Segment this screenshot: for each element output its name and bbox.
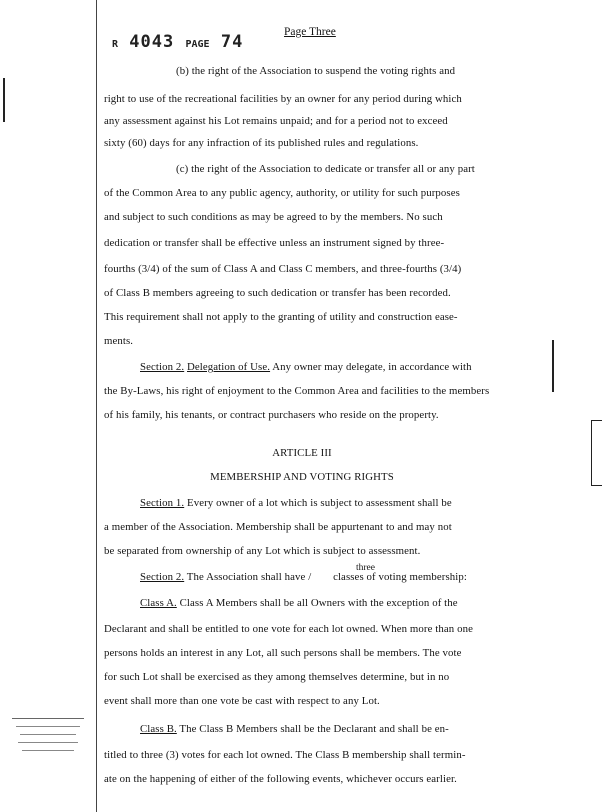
text-line: the By-Laws, his right of enjoyment to the Common Area and facilities to the members xyxy=(104,385,490,397)
text-line: and subject to such conditions as may be agreed to by the members. No such xyxy=(104,211,443,223)
text-line: for such Lot shall be exercised as they among themselves determine, but in no xyxy=(104,671,450,683)
text-line: event shall more than one vote be cast with respect to any Lot. xyxy=(104,695,380,707)
handwritten-insert: three xyxy=(356,563,375,573)
section-line: Section 2. Delegation of Use. Any owner may delegate, in accordance with xyxy=(140,361,472,373)
text-line: a member of the Association. Membership shall be appurtenant to and may not xyxy=(104,521,452,533)
text-line: right to use of the recreational facilities by an owner for any period during which xyxy=(104,93,462,105)
section-label: Section 2. xyxy=(140,361,185,373)
text-line: (c) the right of the Association to dedicate or transfer all or any part xyxy=(176,163,475,175)
attorney-stamp xyxy=(4,718,92,758)
text-line: ments. xyxy=(104,335,134,347)
page-heading: Page Three xyxy=(284,26,336,38)
section-label: Section 1. xyxy=(140,497,185,509)
class-label: Class B. xyxy=(140,723,177,735)
text-line: Declarant and shall be entitled to one vote for each lot owned. When more than one xyxy=(104,623,473,635)
text-line: This requirement shall not apply to the granting of utility and construction ease- xyxy=(104,311,458,323)
left-margin-rule xyxy=(96,0,97,812)
section-line: Section 1. Every owner of a lot which is subject to assessment shall be xyxy=(140,497,452,509)
text-line: dedication or transfer shall be effective unless an instrument signed by three- xyxy=(104,237,445,249)
text-line: sixty (60) days for any infraction of its published rules and regulations. xyxy=(104,137,419,149)
text-line: any assessment against his Lot remains unpaid; and for a period not to exceed xyxy=(104,115,448,127)
class-label: Class A. xyxy=(140,597,177,609)
text-line: of his family, his tenants, or contract purchasers who reside on the property. xyxy=(104,409,439,421)
class-line: Class B. The Class B Members shall be the Declarant and shall be en- xyxy=(140,723,449,735)
scan-edge-mark xyxy=(3,78,5,122)
text-line: of Class B members agreeing to such dedication or transfer has been recorded. xyxy=(104,287,451,299)
article-title: MEMBERSHIP AND VOTING RIGHTS xyxy=(210,471,394,483)
article-number: ARTICLE III xyxy=(272,447,332,459)
text-line: fourths (3/4) of the sum of Class A and Class C members, and three-fourths (3/4) xyxy=(104,263,462,275)
section-line: Section 2. The Association shall have / classes of voting membership: xyxy=(140,571,468,583)
text-line: titled to three (3) votes for each lot owned. The Class B membership shall termin- xyxy=(104,749,466,761)
class-line: Class A. Class A Members shall be all Owners with the exception of the xyxy=(140,597,458,609)
section-label: Section 2. xyxy=(140,571,185,583)
section-title: Delegation of Use. xyxy=(187,361,271,373)
text-line: persons holds an interest in any Lot, all such persons shall be members. The vote xyxy=(104,647,462,659)
text-line: ate on the happening of either of the following events, whichever occurs earlier. xyxy=(104,773,457,785)
text-line: of the Common Area to any public agency, authority, or utility for such purposes xyxy=(104,187,460,199)
text-line: be separated from ownership of any Lot which is subject to assessment. xyxy=(104,545,421,557)
text-line: (b) the right of the Association to suspend the voting rights and xyxy=(176,65,456,77)
margin-mark xyxy=(552,340,554,392)
insert-caret: / xyxy=(308,571,312,583)
recording-stamp: R 4043 PAGE 74 xyxy=(112,32,244,52)
